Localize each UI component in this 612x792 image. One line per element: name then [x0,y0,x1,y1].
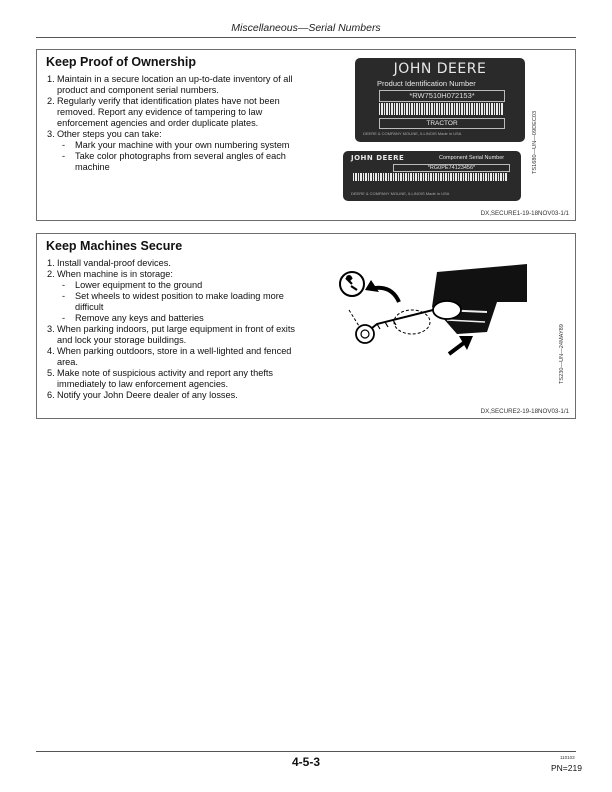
plate-label: Product Identification Number [377,79,476,88]
section-keep-proof-of-ownership [36,49,576,221]
header-rule [36,37,576,38]
plate-brand: JOHN DEERE [393,61,487,77]
plate-footer: DEERE & COMPANY MOLINE, ILLINOIS Made in USA [363,131,462,136]
plate-label: Component Serial Number [439,155,505,161]
plate-brand: JOHN DEERE [351,154,405,162]
date-code: 110103 [560,755,575,760]
sub-list-item: - Take color photographs from several angles of each machine [62,151,286,172]
list-item: 1. Install vandal-proof devices. [47,258,171,268]
section-keep-machines-secure [36,233,576,419]
list-item: 3. Other steps you can take: - Mark your machine with your own numbering system - Take color photographs from several angles of each machine [47,129,311,173]
footer-rule [36,751,576,752]
sub-list [57,280,311,324]
reference-code: DX,SECURE1-19-18NOV03-1/1 [480,210,569,217]
list-item: 2. When machine is in storage: - Lower equipment to the ground - Set wheels to widest position to make loading more difficult - Remove any keys and batteries [47,269,311,324]
list-item: 6. Notify your John Deere dealer of any losses. [47,390,238,400]
hand-graphic [432,264,527,334]
sub-list-item: - Mark your machine with your own numbering system [62,140,290,150]
list-item: 4. When parking outdoors, store in a well-lighted and fenced area. [47,346,292,367]
list-item: 1. Maintain in a secure location an up-to-date inventory of all product and component serial numbers. [47,74,293,95]
sub-list-item: - Lower equipment to the ground [62,280,203,290]
pn-number: PN=219 [551,763,582,773]
page-header-title: Miscellaneous—Serial Numbers [231,22,381,34]
sub-list-item: - Remove any keys and batteries [62,313,204,323]
pull-arrow-icon [449,336,473,354]
security-steps-list [47,258,311,401]
ownership-steps-list [47,74,311,173]
list-item: 2. Regularly verify that identification plates have not been removed. Report any evidence of tampering to law enforcement agencies and order duplicate plates. [47,96,280,128]
key-removal-illustration [337,262,527,372]
barcode-graphic [353,173,508,181]
barcode-graphic [379,103,503,115]
figure-code: TS1680—UN—09DEC03 [532,110,538,174]
sub-list [57,140,311,173]
key-in-circle-icon [340,272,364,296]
turn-arrow-icon [365,280,399,302]
plate-footer: DEERE & COMPANY MOLINE, ILLINOIS Made in USA [351,191,450,196]
figure-code: TS230—UN—24MAY89 [559,324,565,384]
component-serial-plate-image [343,151,521,201]
list-item: 3. When parking indoors, put large equipment in front of exits and lock your storage buildings. [47,324,295,345]
page-number: 4-5-3 [291,755,320,769]
sub-list-item: - Set wheels to widest position to make loading more difficult [62,291,284,312]
list-item: 5. Make note of suspicious activity and report any thefts immediately to law enforcement agencies. [47,368,274,389]
product-identification-plate-image [355,58,525,142]
section-title: Keep Proof of Ownership [46,55,197,69]
key-graphic [349,301,461,343]
plate-serial: *RW7510H072153* [379,90,505,102]
section-title: Keep Machines Secure [46,239,183,253]
reference-code: DX,SECURE2-19-18NOV03-1/1 [480,408,569,415]
plate-model: TRACTOR [379,118,505,129]
plate-serial: *RG0PE74123456* [393,164,510,172]
